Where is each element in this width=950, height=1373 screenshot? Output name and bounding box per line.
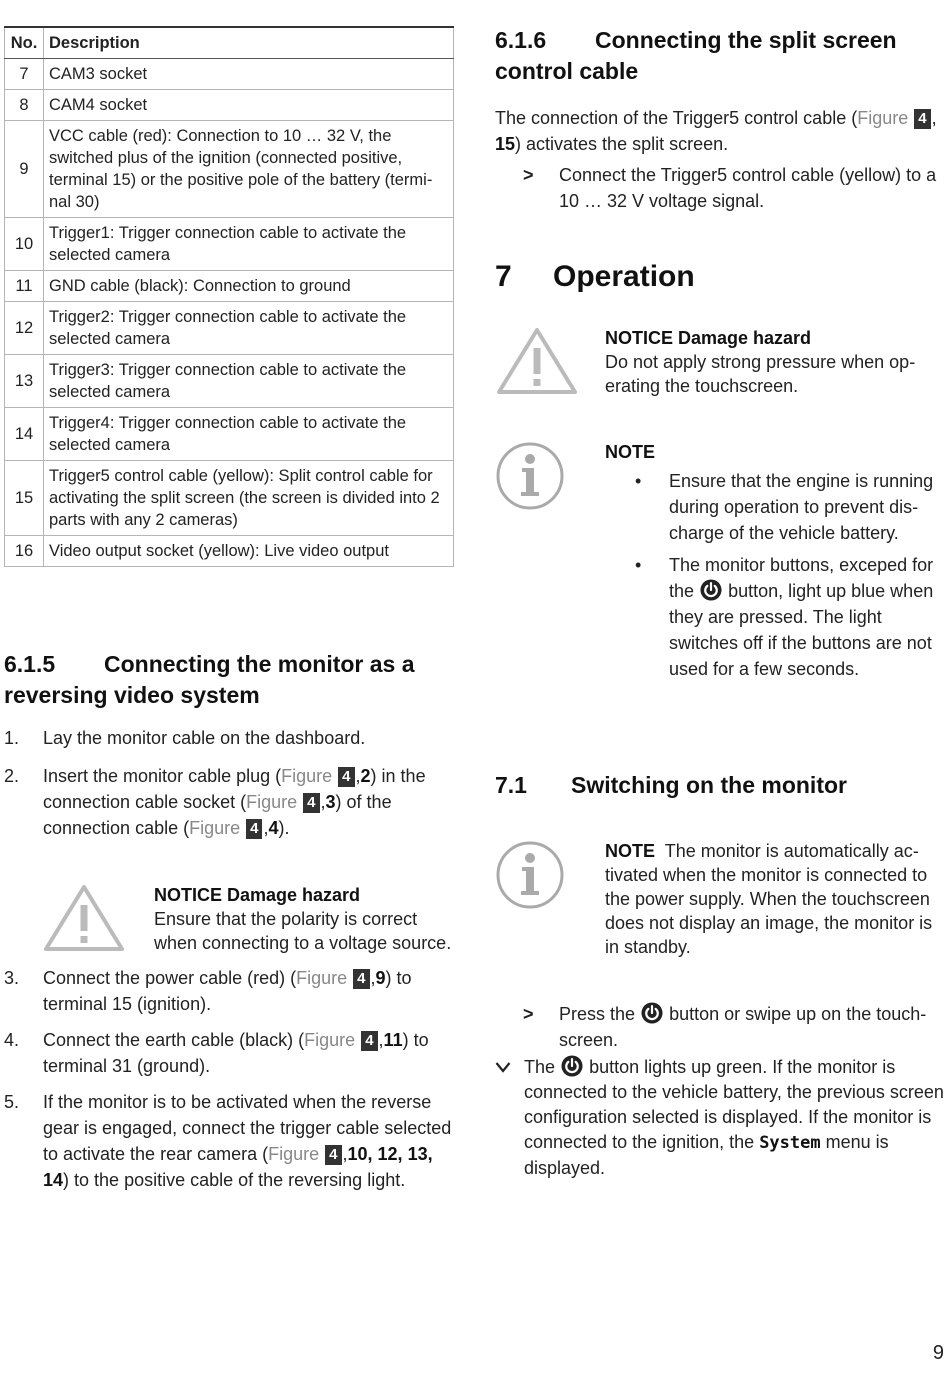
cell-desc: CAM4 socket [44,90,454,121]
figure-link[interactable]: Figure [246,792,298,812]
action-text: Press the [559,1004,636,1024]
figure-ref: 9 [375,968,386,988]
section-title: Connecting the monitor as a reversing video system [4,651,415,708]
table-row [5,90,454,121]
figure-link[interactable]: Figure [268,1144,320,1164]
note-text [605,839,945,959]
page-number: 9 [932,1342,944,1364]
step-number: 5. [4,1092,20,1112]
step-1 [4,725,454,751]
table-row [5,271,454,302]
cell-desc: VCC cable (red): Connection to 10 … 32 V, the switched plus of the ignition (connected positive, terminal 15) or the positive pole of the battery (terminal 30) [44,121,454,218]
figure-badge: 4 [338,767,354,787]
result-step [495,1055,945,1181]
step-text: Insert the monitor cable plug ( [43,766,282,786]
figure-link[interactable]: Figure [189,818,241,838]
section-number: 7 [495,260,512,293]
cell-desc: Trigger2: Trigger connection cable to activate the selected camera [44,302,454,355]
col-header-no: No. [5,27,44,59]
action-marker: > [523,1004,534,1024]
cell-no: 14 [5,408,44,461]
step-4: 4. Connect the earth cable (black) (Figure 4 ,11) to terminal 31 (ground). [4,1027,454,1079]
step-number: 4. [4,1030,20,1050]
heading-6-1-6 [495,25,945,87]
action-marker: > [523,165,534,185]
warning-triangle-icon [42,883,126,953]
paragraph-6-1-6: The connection of the Trigger5 control cable (Figure 4 , 15) activates the split screen. [495,108,937,154]
bullet-text: Ensure that the engine is running during operation to prevent discharge of the vehicle battery. [669,471,934,543]
notice-text: Ensure that the polarity is correct when connecting to a voltage source. [154,909,452,953]
step-list-6-1-5 [4,725,454,841]
table-row [5,536,454,567]
note-body [605,440,945,464]
figure-link[interactable]: Figure [857,108,909,128]
step-number: 3. [4,968,20,988]
step-list-6-1-5-cont [4,965,454,1193]
cell-desc: Trigger5 control cable (yellow): Split control cable for activating the split screen (the screen is divided into 2 parts with any 2 cameras) [44,461,454,536]
cell-desc: Trigger4: Trigger connection cable to activate the selected camera [44,408,454,461]
list-item [605,468,950,546]
heading-6-1-5 [4,649,454,711]
notice-body [154,883,454,955]
result-text: menu is displayed. [524,1132,889,1178]
step-3: 3. Connect the power cable (red) (Figure 4 ,9) to terminal 15 (ignition). [4,965,454,1017]
cell-no: 7 [5,59,44,90]
system-menu-name: System [759,1133,821,1153]
cell-no: 11 [5,271,44,302]
figure-badge: 4 [325,1145,341,1165]
action-step [495,162,945,214]
power-icon [561,1055,583,1077]
step-text: Connect the earth cable (black) ( [43,1030,305,1050]
table-row [5,302,454,355]
table-row [5,408,454,461]
cell-desc: CAM3 socket [44,59,454,90]
notice-text: Do not apply strong pressure when operating the touchscreen. [605,352,916,396]
step-text: ) to terminal 15 (ignition). [43,968,412,1014]
section-title: Connecting the split screen control cable [495,27,897,84]
section-number: 6.1.6 [495,27,547,53]
col-header-description: Description [44,27,454,59]
figure-ref: 15 [495,134,516,154]
figure-ref: 3 [325,792,336,812]
connection-table [4,26,454,567]
cell-no: 15 [5,461,44,536]
info-icon [495,440,567,512]
figure-ref: 11 [383,1030,403,1050]
notice-polarity [42,883,454,955]
table-row [5,59,454,90]
action-text: Connect the Trigger5 control cable (yellow) to a 10 … 32 V voltage signal. [559,165,937,211]
step-text: ) to terminal 31 (ground). [43,1030,429,1076]
figure-badge: 4 [361,1031,377,1051]
cell-no: 9 [5,121,44,218]
table-row [5,121,454,218]
cell-no: 16 [5,536,44,567]
cell-desc: Trigger1: Trigger connection cable to activate the selected camera [44,218,454,271]
list-item [605,552,950,682]
figure-ref: 10, 12, 13, 14 [43,1144,433,1190]
section-title: Operation [553,260,695,293]
notice-body [605,326,945,398]
note-switching-on [495,839,945,959]
power-icon [641,1002,663,1024]
step-2: 2. Insert the monitor cable plug (Figure 4 ,2) in the connection cable socket (Figure 4 ,3) of the connection cable (Figure 4 ,4). [4,763,454,841]
result-marker [495,1055,511,1080]
section-number: 7.1 [495,772,527,798]
note-bullets [605,468,950,682]
check-marker-icon [495,1060,511,1074]
figure-ref: 4 [268,818,279,838]
step-text: ) of the connection cable ( [43,792,392,838]
step-text: If the monitor is to be activated when the reverse gear is engaged, connect the trigger cable selected to activate the rear camera ( [43,1092,452,1164]
figure-badge: 4 [353,969,369,989]
figure-badge: 4 [914,109,930,129]
step-text: ) in the connection cable socket ( [43,766,426,812]
notice-heading: NOTICE Damage hazard [154,885,361,905]
note-heading: NOTE [605,442,656,462]
note-operation [495,440,945,682]
power-icon [700,579,722,601]
note-body [605,839,945,959]
step-5: 5. If the monitor is to be activated when the reverse gear is engaged, connect the trigger cable selected to activate the rear camera (Figure 4 ,10, 12, 13, 14) to the positive cable of the reversing light. [4,1089,454,1193]
cell-desc: Video output socket (yellow): Live video output [44,536,454,567]
right-column [495,0,945,1181]
cell-no: 8 [5,90,44,121]
section-title: Switching on the monitor [571,772,847,798]
figure-badge: 4 [303,793,319,813]
figure-ref: 2 [360,766,371,786]
table-header-row [5,27,454,59]
figure-link[interactable]: Figure [296,968,348,988]
step-text: Lay the monitor cable on the dashboard. [43,728,366,748]
step-text: Connect the power cable (red) ( [43,968,297,988]
notice-touchscreen [495,326,945,398]
table-row [5,461,454,536]
heading-7 [495,260,945,294]
figure-link[interactable]: Figure [281,766,333,786]
bullet-text: The monitor buttons, exceped for the [669,555,934,601]
cell-no: 13 [5,355,44,408]
action-step [495,1001,945,1053]
bullet-marker: • [635,555,642,575]
cell-desc: Trigger3: Trigger connection cable to activate the selected camera [44,355,454,408]
result-text: The [524,1057,556,1077]
bullet-marker: • [635,471,642,491]
paragraph-text: ) activates the split screen. [515,134,729,154]
step-number: 2. [4,766,20,786]
figure-badge: 4 [246,819,262,839]
step-text: ) to the positive cable of the reversing light. [63,1170,406,1190]
cell-no: 12 [5,302,44,355]
result-text: button lights up green. If the monitor is connected to the vehicle battery, the previous screen configuration selected is displayed. If the monitor is connected to the ignition, the [524,1057,944,1152]
heading-7-1 [495,770,945,801]
notice-heading: NOTICE Damage hazard [605,328,812,348]
step-number: 1. [4,728,20,748]
table-row [5,218,454,271]
note-heading: NOTE [605,841,656,861]
note-content: The monitor is automatically activated when the monitor is connected to the power supply. When the touchscreen does not display an image, the monitor is in standby. [605,841,933,957]
step-text: ). [278,818,290,838]
section-number: 6.1.5 [4,651,56,677]
warning-triangle-icon [495,326,579,396]
table-row [5,355,454,408]
cell-desc: GND cable (black): Connection to ground [44,271,454,302]
info-icon [495,839,567,911]
bullet-text: button, light up blue when they are pressed. The light switches off if the buttons are not used for a few seconds. [669,581,934,679]
action-text: button or swipe up on the touchscreen. [559,1004,927,1050]
paragraph-text: The connection of the Trigger5 control cable ( [495,108,858,128]
figure-link[interactable]: Figure [304,1030,356,1050]
cell-no: 10 [5,218,44,271]
left-column [4,0,454,1193]
